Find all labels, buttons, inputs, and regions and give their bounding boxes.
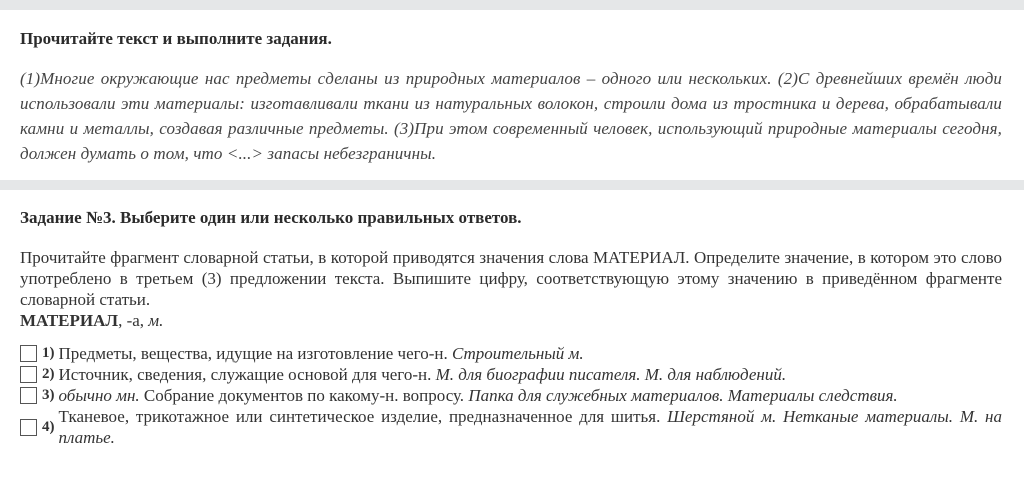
answer-checkbox-1[interactable]	[20, 345, 37, 362]
answer-option-example: М. для биографии писателя. М. для наблюдений.	[435, 365, 787, 384]
answer-option-1[interactable]	[20, 343, 1002, 364]
dictionary-headword-gender: м.	[148, 311, 164, 330]
dictionary-headword: МАТЕРИАЛ	[20, 311, 119, 330]
top-separator-band	[0, 0, 1024, 10]
answer-option-number: 3)	[42, 387, 55, 403]
answer-option-number: 1)	[42, 345, 55, 361]
reading-text-paragraph: (1)Многие окружающие нас предметы сделаны из природных материалов – одного или нескольких. (2)С древнейших времён люди использовали эти материалы: изготавливали ткани из натуральных волокон, строили дома из тростника и дерева, обрабатывали камни и металлы, создавая различные предметы. (3)При этом современный человек, использующий природные материалы сегодня, должен думать о том, что <...> запасы небезграничны.	[20, 69, 1002, 163]
answer-option-definition: Источник, сведения, служащие основой для чего-н.	[58, 365, 436, 384]
answer-option-3[interactable]	[20, 385, 1002, 406]
answer-option-example: Шерстяной м. Нетканые материалы. М. на платье.	[58, 407, 1002, 447]
answer-option-definition: Предметы, вещества, идущие на изготовление чего-н.	[58, 344, 452, 363]
answer-option-number: 2)	[42, 366, 55, 382]
answer-option-text	[59, 385, 1003, 406]
task-instruction: Прочитайте фрагмент словарной статьи, в которой приводятся значения слова МАТЕРИАЛ. Определите значение, в котором это слово употреблено в третьем (3) предложении текста. Выпишите цифру, соответствующую этому значению в приведённом фрагменте словарной статьи.	[20, 248, 1002, 309]
middle-separator-band	[0, 180, 1024, 190]
reading-text-title: Прочитайте текст и выполните задания.	[20, 29, 332, 48]
reading-text-panel	[0, 10, 1024, 180]
answer-option-text	[59, 343, 1003, 364]
answer-option-example: Папка для служебных материалов. Материалы следствия.	[468, 386, 898, 405]
answer-option-example: Строительный м.	[451, 344, 584, 363]
answer-checkbox-2[interactable]	[20, 366, 37, 383]
answer-options-list	[20, 343, 1002, 448]
answer-option-usage-label: обычно мн.	[58, 386, 140, 405]
answer-checkbox-4[interactable]	[20, 419, 37, 436]
task-panel	[0, 190, 1024, 448]
answer-option-number: 4)	[42, 418, 55, 435]
answer-option-4[interactable]	[20, 406, 1002, 448]
answer-checkbox-3[interactable]	[20, 387, 37, 404]
answer-option-definition: Собрание документов по какому-н. вопросу.	[139, 386, 469, 405]
dictionary-headword-suffix: , -а,	[118, 311, 149, 330]
answer-option-text	[59, 364, 1003, 385]
task-title: Задание №3. Выберите один или несколько правильных ответов.	[20, 208, 522, 227]
answer-option-text	[59, 406, 1003, 448]
dictionary-headword-line	[20, 310, 1002, 331]
answer-option-2[interactable]	[20, 364, 1002, 385]
answer-option-definition: Тканевое, трикотажное или синтетическое изделие, предназначенное для шитья.	[58, 407, 668, 426]
